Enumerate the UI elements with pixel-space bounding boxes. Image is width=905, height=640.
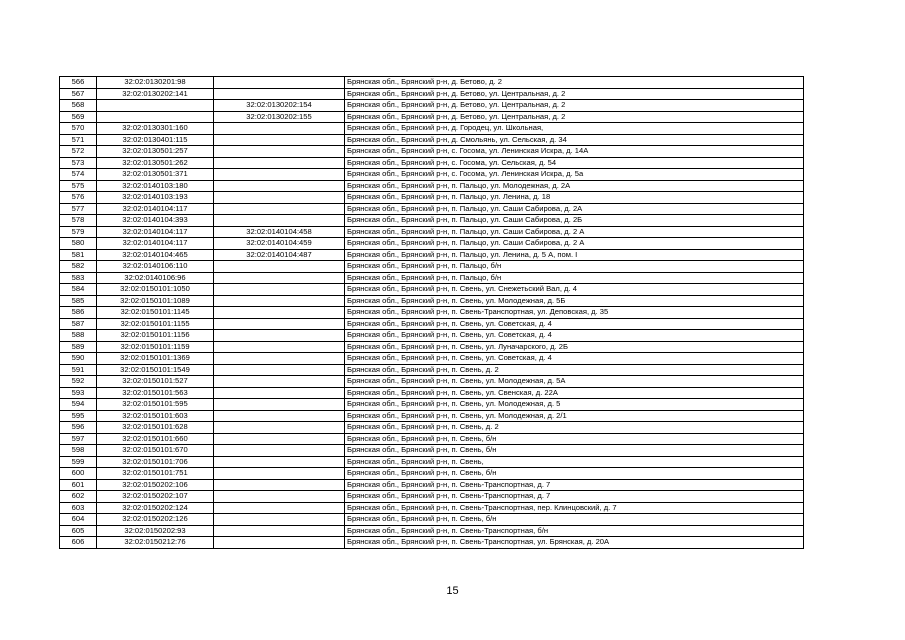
address-cell: Брянская обл., Брянский р-н, п. Свень, б/н	[345, 514, 804, 526]
cadastral-number-cell	[97, 100, 214, 112]
address-cell: Брянская обл., Брянский р-н, п. Свень, д. 2	[345, 364, 804, 376]
object-cadastral-number-cell	[214, 272, 345, 284]
cadastral-number-cell: 32:02:0150101:1155	[97, 318, 214, 330]
address-cell: Брянская обл., Брянский р-н, п. Свень, б/н	[345, 468, 804, 480]
object-cadastral-number-cell: 32:02:0130202:154	[214, 100, 345, 112]
table-row	[60, 215, 804, 227]
row-number-cell: 568	[60, 100, 97, 112]
cadastral-number-cell: 32:02:0140104:117	[97, 226, 214, 238]
address-cell: Брянская обл., Брянский р-н, п. Свень, ул. Молодежная, д. 5Б	[345, 295, 804, 307]
address-cell: Брянская обл., Брянский р-н, п. Свень, ул. Снежетьский Вал, д. 4	[345, 284, 804, 296]
object-cadastral-number-cell	[214, 537, 345, 549]
object-cadastral-number-cell	[214, 169, 345, 181]
table-row	[60, 203, 804, 215]
table-row	[60, 318, 804, 330]
cadastral-number-cell: 32:02:0150101:1549	[97, 364, 214, 376]
object-cadastral-number-cell	[214, 387, 345, 399]
cadastral-number-cell	[97, 111, 214, 123]
table-row	[60, 307, 804, 319]
object-cadastral-number-cell	[214, 491, 345, 503]
row-number-cell: 594	[60, 399, 97, 411]
address-cell: Брянская обл., Брянский р-н, д. Бетово, ул. Центральная, д. 2	[345, 100, 804, 112]
row-number-cell: 580	[60, 238, 97, 250]
cadastral-number-cell: 32:02:0150101:1145	[97, 307, 214, 319]
row-number-cell: 569	[60, 111, 97, 123]
address-cell: Брянская обл., Брянский р-н, д. Городец, ул. Школьная,	[345, 123, 804, 135]
cadastral-number-cell: 32:02:0150101:563	[97, 387, 214, 399]
address-cell: Брянская обл., Брянский р-н, д. Бетово, ул. Центральная, д. 2	[345, 88, 804, 100]
table-row	[60, 180, 804, 192]
table-row	[60, 226, 804, 238]
object-cadastral-number-cell	[214, 341, 345, 353]
row-number-cell: 600	[60, 468, 97, 480]
row-number-cell: 566	[60, 77, 97, 89]
cadastral-number-cell: 32:02:0150101:1050	[97, 284, 214, 296]
cadastral-number-cell: 32:02:0140104:117	[97, 238, 214, 250]
address-cell: Брянская обл., Брянский р-н, п. Пальцо, ул. Ленина, д. 5 А, пом. I	[345, 249, 804, 261]
address-cell: Брянская обл., Брянский р-н, с. Госома, ул. Ленинская Искра, д. 14А	[345, 146, 804, 158]
table-row	[60, 330, 804, 342]
row-number-cell: 596	[60, 422, 97, 434]
table-row	[60, 399, 804, 411]
address-cell: Брянская обл., Брянский р-н, п. Свень, ул. Советская, д. 4	[345, 353, 804, 365]
row-number-cell: 576	[60, 192, 97, 204]
object-cadastral-number-cell	[214, 330, 345, 342]
object-cadastral-number-cell	[214, 479, 345, 491]
object-cadastral-number-cell	[214, 180, 345, 192]
cadastral-number-cell: 32:02:0130202:141	[97, 88, 214, 100]
table-row	[60, 157, 804, 169]
object-cadastral-number-cell	[214, 468, 345, 480]
object-cadastral-number-cell	[214, 307, 345, 319]
row-number-cell: 585	[60, 295, 97, 307]
address-cell: Брянская обл., Брянский р-н, п. Свень-Транспортная, д. 7	[345, 479, 804, 491]
row-number-cell: 589	[60, 341, 97, 353]
object-cadastral-number-cell	[214, 146, 345, 158]
page-number: 15	[446, 585, 459, 597]
row-number-cell: 603	[60, 502, 97, 514]
cadastral-number-cell: 32:02:0150101:603	[97, 410, 214, 422]
table-row	[60, 238, 804, 250]
table-row	[60, 284, 804, 296]
address-cell: Брянская обл., Брянский р-н, п. Пальцо, б/н	[345, 272, 804, 284]
address-cell: Брянская обл., Брянский р-н, п. Свень-Транспортная, ул. Брянская, д. 20А	[345, 537, 804, 549]
address-cell: Брянская обл., Брянский р-н, п. Свень, б/н	[345, 445, 804, 457]
object-cadastral-number-cell	[214, 410, 345, 422]
address-cell: Брянская обл., Брянский р-н, п. Пальцо, ул. Саши Сабирова, д. 2 А	[345, 226, 804, 238]
address-cell: Брянская обл., Брянский р-н, п. Свень, ул. Молодежная, д. 5	[345, 399, 804, 411]
table-row	[60, 502, 804, 514]
row-number-cell: 606	[60, 537, 97, 549]
table-row	[60, 514, 804, 526]
row-number-cell: 602	[60, 491, 97, 503]
cadastral-number-cell: 32:02:0140104:393	[97, 215, 214, 227]
cadastral-number-cell: 32:02:0130201:98	[97, 77, 214, 89]
table-row	[60, 387, 804, 399]
address-cell: Брянская обл., Брянский р-н, п. Свень, ул. Луначарского, д. 2Б	[345, 341, 804, 353]
row-number-cell: 583	[60, 272, 97, 284]
address-cell: Брянская обл., Брянский р-н, с. Госома, ул. Ленинская Искра, д. 5а	[345, 169, 804, 181]
row-number-cell: 574	[60, 169, 97, 181]
table-row	[60, 445, 804, 457]
cadastral-number-cell: 32:02:0150202:126	[97, 514, 214, 526]
table-row	[60, 169, 804, 181]
object-cadastral-number-cell	[214, 422, 345, 434]
address-cell: Брянская обл., Брянский р-н, п. Свень, ул. Советская, д. 4	[345, 330, 804, 342]
address-cell: Брянская обл., Брянский р-н, п. Пальцо, ул. Саши Сабирова, д. 2Б	[345, 215, 804, 227]
cadastral-number-cell: 32:02:0140106:110	[97, 261, 214, 273]
table-row	[60, 77, 804, 89]
cadastral-number-cell: 32:02:0150101:1156	[97, 330, 214, 342]
row-number-cell: 577	[60, 203, 97, 215]
object-cadastral-number-cell	[214, 502, 345, 514]
table-row	[60, 537, 804, 549]
cadastral-number-cell: 32:02:0150101:628	[97, 422, 214, 434]
cadastral-number-cell: 32:02:0150101:595	[97, 399, 214, 411]
cadastral-number-cell: 32:02:0150212:76	[97, 537, 214, 549]
row-number-cell: 582	[60, 261, 97, 273]
object-cadastral-number-cell	[214, 525, 345, 537]
table-body	[60, 77, 804, 549]
object-cadastral-number-cell: 32:02:0140104:487	[214, 249, 345, 261]
row-number-cell: 586	[60, 307, 97, 319]
object-cadastral-number-cell	[214, 123, 345, 135]
table-row	[60, 410, 804, 422]
address-cell: Брянская обл., Брянский р-н, п. Свень, ул. Советская, д. 4	[345, 318, 804, 330]
table-row	[60, 479, 804, 491]
table-row	[60, 364, 804, 376]
object-cadastral-number-cell: 32:02:0140104:458	[214, 226, 345, 238]
table-row	[60, 123, 804, 135]
object-cadastral-number-cell	[214, 353, 345, 365]
table-row	[60, 525, 804, 537]
table-row	[60, 100, 804, 112]
object-cadastral-number-cell	[214, 456, 345, 468]
cadastral-number-cell: 32:02:0130301:160	[97, 123, 214, 135]
table-row	[60, 422, 804, 434]
row-number-cell: 592	[60, 376, 97, 388]
row-number-cell: 573	[60, 157, 97, 169]
row-number-cell: 572	[60, 146, 97, 158]
address-cell: Брянская обл., Брянский р-н, п. Свень, ул. Молодежная, д. 2/1	[345, 410, 804, 422]
cadastral-number-cell: 32:02:0140104:465	[97, 249, 214, 261]
address-cell: Брянская обл., Брянский р-н, п. Свень-Транспортная, ул. Деповская, д. 35	[345, 307, 804, 319]
row-number-cell: 579	[60, 226, 97, 238]
cadastral-number-cell: 32:02:0150101:660	[97, 433, 214, 445]
address-cell: Брянская обл., Брянский р-н, п. Свень-Транспортная, б/н	[345, 525, 804, 537]
table-row	[60, 192, 804, 204]
address-cell: Брянская обл., Брянский р-н, п. Свень,	[345, 456, 804, 468]
row-number-cell: 591	[60, 364, 97, 376]
cadastral-number-cell: 32:02:0130501:262	[97, 157, 214, 169]
cadastral-number-cell: 32:02:0150101:1159	[97, 341, 214, 353]
object-cadastral-number-cell	[214, 445, 345, 457]
table-row	[60, 456, 804, 468]
object-cadastral-number-cell	[214, 376, 345, 388]
row-number-cell: 570	[60, 123, 97, 135]
table-row	[60, 272, 804, 284]
object-cadastral-number-cell	[214, 215, 345, 227]
row-number-cell: 584	[60, 284, 97, 296]
table-row	[60, 491, 804, 503]
row-number-cell: 599	[60, 456, 97, 468]
row-number-cell: 593	[60, 387, 97, 399]
cadastral-number-cell: 32:02:0150101:706	[97, 456, 214, 468]
row-number-cell: 590	[60, 353, 97, 365]
table-row	[60, 295, 804, 307]
object-cadastral-number-cell	[214, 514, 345, 526]
row-number-cell: 588	[60, 330, 97, 342]
cadastral-number-cell: 32:02:0150202:107	[97, 491, 214, 503]
object-cadastral-number-cell	[214, 203, 345, 215]
address-cell: Брянская обл., Брянский р-н, д. Смольянь, ул. Сельская, д. 34	[345, 134, 804, 146]
row-number-cell: 567	[60, 88, 97, 100]
object-cadastral-number-cell	[214, 364, 345, 376]
cadastral-number-cell: 32:02:0150202:106	[97, 479, 214, 491]
row-number-cell: 571	[60, 134, 97, 146]
table-row	[60, 249, 804, 261]
address-cell: Брянская обл., Брянский р-н, п. Пальцо, ул. Саши Сабирова, д. 2А	[345, 203, 804, 215]
address-cell: Брянская обл., Брянский р-н, п. Пальцо, ул. Ленина, д. 18	[345, 192, 804, 204]
address-cell: Брянская обл., Брянский р-н, с. Госома, ул. Сельская, д. 54	[345, 157, 804, 169]
cadastral-number-cell: 32:02:0140104:117	[97, 203, 214, 215]
row-number-cell: 604	[60, 514, 97, 526]
cadastral-number-cell: 32:02:0130401:115	[97, 134, 214, 146]
cadastral-number-cell: 32:02:0150101:1089	[97, 295, 214, 307]
cadastral-number-cell: 32:02:0150101:527	[97, 376, 214, 388]
cadastral-number-cell: 32:02:0150101:1369	[97, 353, 214, 365]
address-cell: Брянская обл., Брянский р-н, д. Бетово, д. 2	[345, 77, 804, 89]
cadastral-number-cell: 32:02:0140103:193	[97, 192, 214, 204]
object-cadastral-number-cell	[214, 157, 345, 169]
address-cell: Брянская обл., Брянский р-н, п. Пальцо, ул. Молодежная, д. 2А	[345, 180, 804, 192]
table-row	[60, 341, 804, 353]
table-row	[60, 146, 804, 158]
table-row	[60, 134, 804, 146]
row-number-cell: 601	[60, 479, 97, 491]
object-cadastral-number-cell	[214, 88, 345, 100]
table-row	[60, 261, 804, 273]
address-cell: Брянская обл., Брянский р-н, п. Свень, д. 2	[345, 422, 804, 434]
address-cell: Брянская обл., Брянский р-н, п. Свень-Транспортная, пер. Клинцовский, д. 7	[345, 502, 804, 514]
table-row	[60, 353, 804, 365]
cadastral-number-cell: 32:02:0140103:180	[97, 180, 214, 192]
cadastral-number-cell: 32:02:0150101:670	[97, 445, 214, 457]
cadastral-number-cell: 32:02:0150202:93	[97, 525, 214, 537]
object-cadastral-number-cell	[214, 399, 345, 411]
cadastral-number-cell: 32:02:0130501:257	[97, 146, 214, 158]
row-number-cell: 598	[60, 445, 97, 457]
object-cadastral-number-cell	[214, 318, 345, 330]
row-number-cell: 581	[60, 249, 97, 261]
row-number-cell: 605	[60, 525, 97, 537]
address-cell: Брянская обл., Брянский р-н, п. Пальцо, б/н	[345, 261, 804, 273]
object-cadastral-number-cell	[214, 433, 345, 445]
object-cadastral-number-cell	[214, 261, 345, 273]
row-number-cell: 587	[60, 318, 97, 330]
object-cadastral-number-cell	[214, 295, 345, 307]
row-number-cell: 597	[60, 433, 97, 445]
table-row	[60, 88, 804, 100]
table-row	[60, 376, 804, 388]
address-cell: Брянская обл., Брянский р-н, п. Свень, б/н	[345, 433, 804, 445]
object-cadastral-number-cell: 32:02:0140104:459	[214, 238, 345, 250]
address-cell: Брянская обл., Брянский р-н, п. Свень, ул. Свенская, д. 22А	[345, 387, 804, 399]
table-row	[60, 111, 804, 123]
cadastral-number-cell: 32:02:0130501:371	[97, 169, 214, 181]
row-number-cell: 575	[60, 180, 97, 192]
address-cell: Брянская обл., Брянский р-н, д. Бетово, ул. Центральная, д. 2	[345, 111, 804, 123]
table-row	[60, 433, 804, 445]
row-number-cell: 595	[60, 410, 97, 422]
object-cadastral-number-cell	[214, 192, 345, 204]
address-cell: Брянская обл., Брянский р-н, п. Свень-Транспортная, д. 7	[345, 491, 804, 503]
table-row	[60, 468, 804, 480]
row-number-cell: 578	[60, 215, 97, 227]
cadastral-number-cell: 32:02:0150101:751	[97, 468, 214, 480]
object-cadastral-number-cell	[214, 77, 345, 89]
object-cadastral-number-cell: 32:02:0130202:155	[214, 111, 345, 123]
property-table	[59, 76, 804, 549]
address-cell: Брянская обл., Брянский р-н, п. Свень, ул. Молодежная, д. 5А	[345, 376, 804, 388]
object-cadastral-number-cell	[214, 134, 345, 146]
cadastral-number-cell: 32:02:0150202:124	[97, 502, 214, 514]
cadastral-number-cell: 32:02:0140106:96	[97, 272, 214, 284]
object-cadastral-number-cell	[214, 284, 345, 296]
address-cell: Брянская обл., Брянский р-н, п. Пальцо, ул. Саши Сабирова, д. 2 А	[345, 238, 804, 250]
